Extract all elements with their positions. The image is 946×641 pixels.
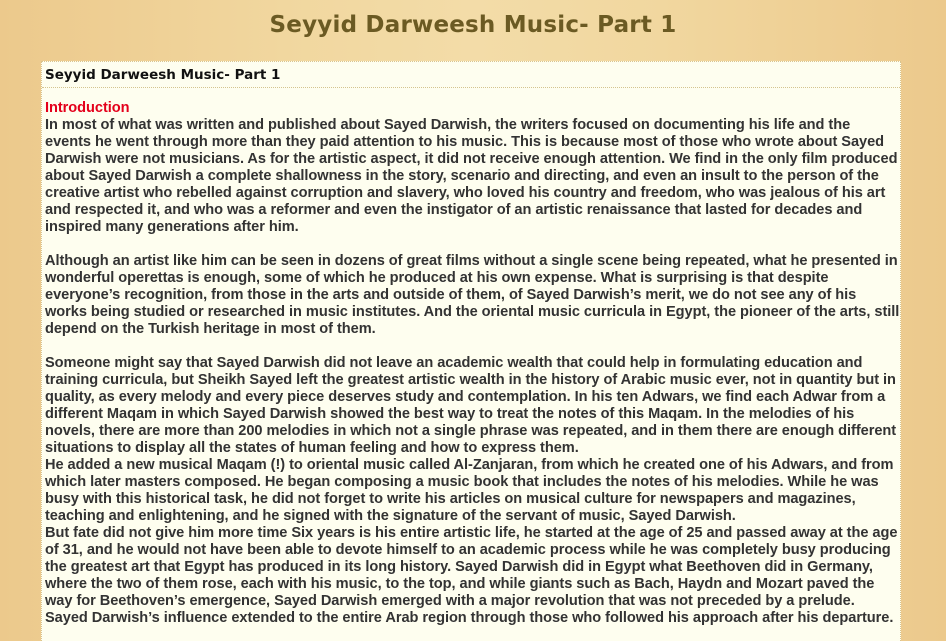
paragraph-2: Although an artist like him can be seen in dozens of great films without a single scene being repeated, what he presented in wonderful operettas is enough, some of which he produced at his own expense. What is surprising is that despite everyone’s recognition, from those in the arts and outside of them, of Sayed Darwish’s merit, we do not see any of his works being studied or researched in music institutes. And the oriental music curricula in Egypt, the pioneer of the arts, still depend on the Turkish heritage in most of them. — [45, 253, 900, 337]
paragraph-5: But fate did not give him more time Six years is his entire artistic life, he started at the age of 25 and passed away at the age of 31, and he would not have been able to devote himself to an academic process while he was completely busy producing the greatest art that Egypt has produced in its long history. Sayed Darwish did in Egypt what Beethoven did in Germany, where the two of them rose, each with his music, to the top, and while giants such as Bach, Haydn and Mozart paved the way for Beethoven’s emergence, Sayed Darwish emerged with a major revolution that was not preceded by a prelude. Sayed Darwish’s influence extended to the entire Arab region through those who followed his approach after his departure. — [45, 525, 898, 626]
article-header: Seyyid Darweesh Music- Part 1 — [42, 62, 900, 88]
article-body — [42, 88, 900, 627]
paragraph-3: Someone might say that Sayed Darwish did not leave an academic wealth that could help in formulating education and training curricula, but Sheikh Sayed left the greatest artistic wealth in the history of Arabic music ever, not in quantity but in quality, as every melody and every piece deserves study and contemplation. In his ten Adwars, we find each Adwar from a different Maqam in which Sayed Darwish showed the best way to treat the notes of this Maqam. In the melodies of his novels, there are more than 200 melodies in which not a single phrase was repeated, and in them there are enough different situations to display all the states of human feeling and how to express them. — [45, 355, 897, 456]
paragraph-spacer — [45, 338, 900, 355]
page-title: Seyyid Darweesh Music- Part 1 — [269, 12, 677, 38]
section-heading-introduction: Introduction — [45, 100, 130, 116]
paragraph-4: He added a new musical Maqam (!) to oriental music called Al-Zanjaran, from which he created one of his Adwars, and from which later masters composed. He began composing a music book that includes the notes of his melodies. While he was busy with this historical task, he did not forget to write his articles on musical culture for newspapers and magazines, teaching and enlightening, and he signed with the signature of the servant of music, Sayed Darwish. — [45, 457, 894, 524]
paragraph-1: In most of what was written and published about Sayed Darwish, the writers focused on documenting his life and the events he went through more than they paid attention to his music. This is because most of those who wrote about Sayed Darwish were not musicians. As for the artistic aspect, it did not receive enough attention. We find in the only film produced about Sayed Darwish a complete shallowness in the story, scenario and directing, and even an insult to the person of the creative artist who rebelled against corruption and slavery, who loved his country and freedom, who was jealous of his art and respected it, and who was a reformer and even the instigator of an artistic renaissance that lasted for decades and inspired many generations after him. — [45, 117, 898, 235]
article-container — [41, 61, 901, 641]
paragraph-spacer — [45, 236, 900, 253]
